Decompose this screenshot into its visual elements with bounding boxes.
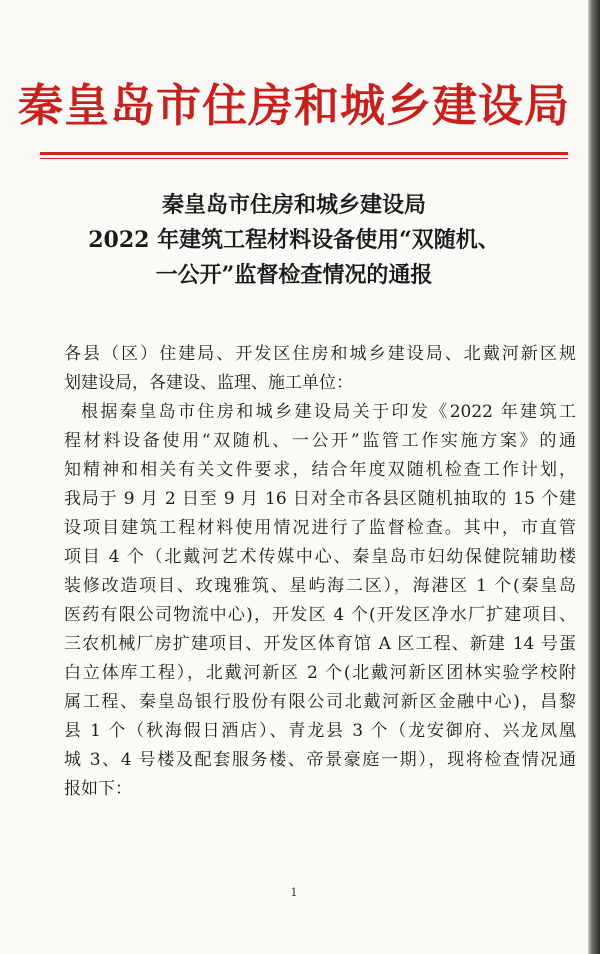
paragraph-line-10: 白立体库工程），北戴河新区 2 个(北戴河新区团林实验学校附 — [64, 663, 576, 683]
paragraph-line-7: 装修改造项目、玫瑰雅筑、星屿海二区），海港区 1 个(秦皇岛 — [64, 576, 576, 596]
document-body — [64, 340, 576, 804]
letterhead-divider-thick — [40, 152, 568, 155]
paragraph-line-9: 三农机械厂房扩建项目、开发区体育馆 A 区工程、新建 14 号蛋 — [64, 634, 576, 654]
paragraph-line-3: 知精神和相关有关文件要求，结合年度双随机检查工作计划， — [64, 460, 576, 480]
paragraph-line-6: 项目 4 个（北戴河艺术传媒中心、秦皇岛市妇幼保健院辅助楼 — [64, 547, 576, 567]
paragraph-line-8: 医药有限公司物流中心)，开发区 4 个(开发区净水厂扩建项目、 — [64, 605, 576, 625]
scan-edge-shadow — [588, 0, 600, 954]
recipients-line-2: 划建设局，各建设、监理、施工单位： — [64, 373, 353, 393]
paragraph-line-5: 设项目建筑工程材料使用情况进行了监督检查。其中，市直管 — [64, 518, 576, 538]
page-number: 1 — [290, 886, 298, 899]
paragraph-line-4: 我局于 9 月 2 日至 9 月 16 日对全市各县区随机抽取的 15 个建 — [64, 489, 576, 509]
paragraph-line-11: 属工程、秦皇岛银行股份有限公司北戴河新区金融中心)，昌黎 — [64, 692, 576, 712]
paragraph-line-1: 根据秦皇岛市住房和城乡建设局关于印发《2022 年建筑工 — [81, 402, 576, 422]
document-title — [0, 188, 588, 293]
recipients-line-1: 各县（区）住建局、开发区住房和城乡建设局、北戴河新区规 — [64, 344, 576, 364]
paragraph-line-12: 县 1 个（秋海假日酒店）、青龙县 3 个（龙安御府、兴龙凤凰 — [64, 721, 576, 741]
paragraph-line-2: 程材料设备使用“双随机、一公开”监管工作实施方案》的通 — [64, 431, 576, 451]
paragraph-line-14: 报如下： — [64, 779, 132, 799]
title-line-3: 一公开”监督检查情况的通报 — [155, 262, 433, 288]
title-line-2: 2022 年建筑工程材料设备使用“双随机、 — [88, 227, 500, 253]
letterhead-org-name: 秦皇岛市住房和城乡建设局 — [17, 79, 570, 132]
letterhead-divider-thin — [40, 158, 568, 159]
paragraph-line-13: 城 3、4 号楼及配套服务楼、帝景豪庭一期），现将检查情况通 — [64, 750, 576, 770]
title-line-1: 秦皇岛市住房和城乡建设局 — [161, 192, 426, 218]
